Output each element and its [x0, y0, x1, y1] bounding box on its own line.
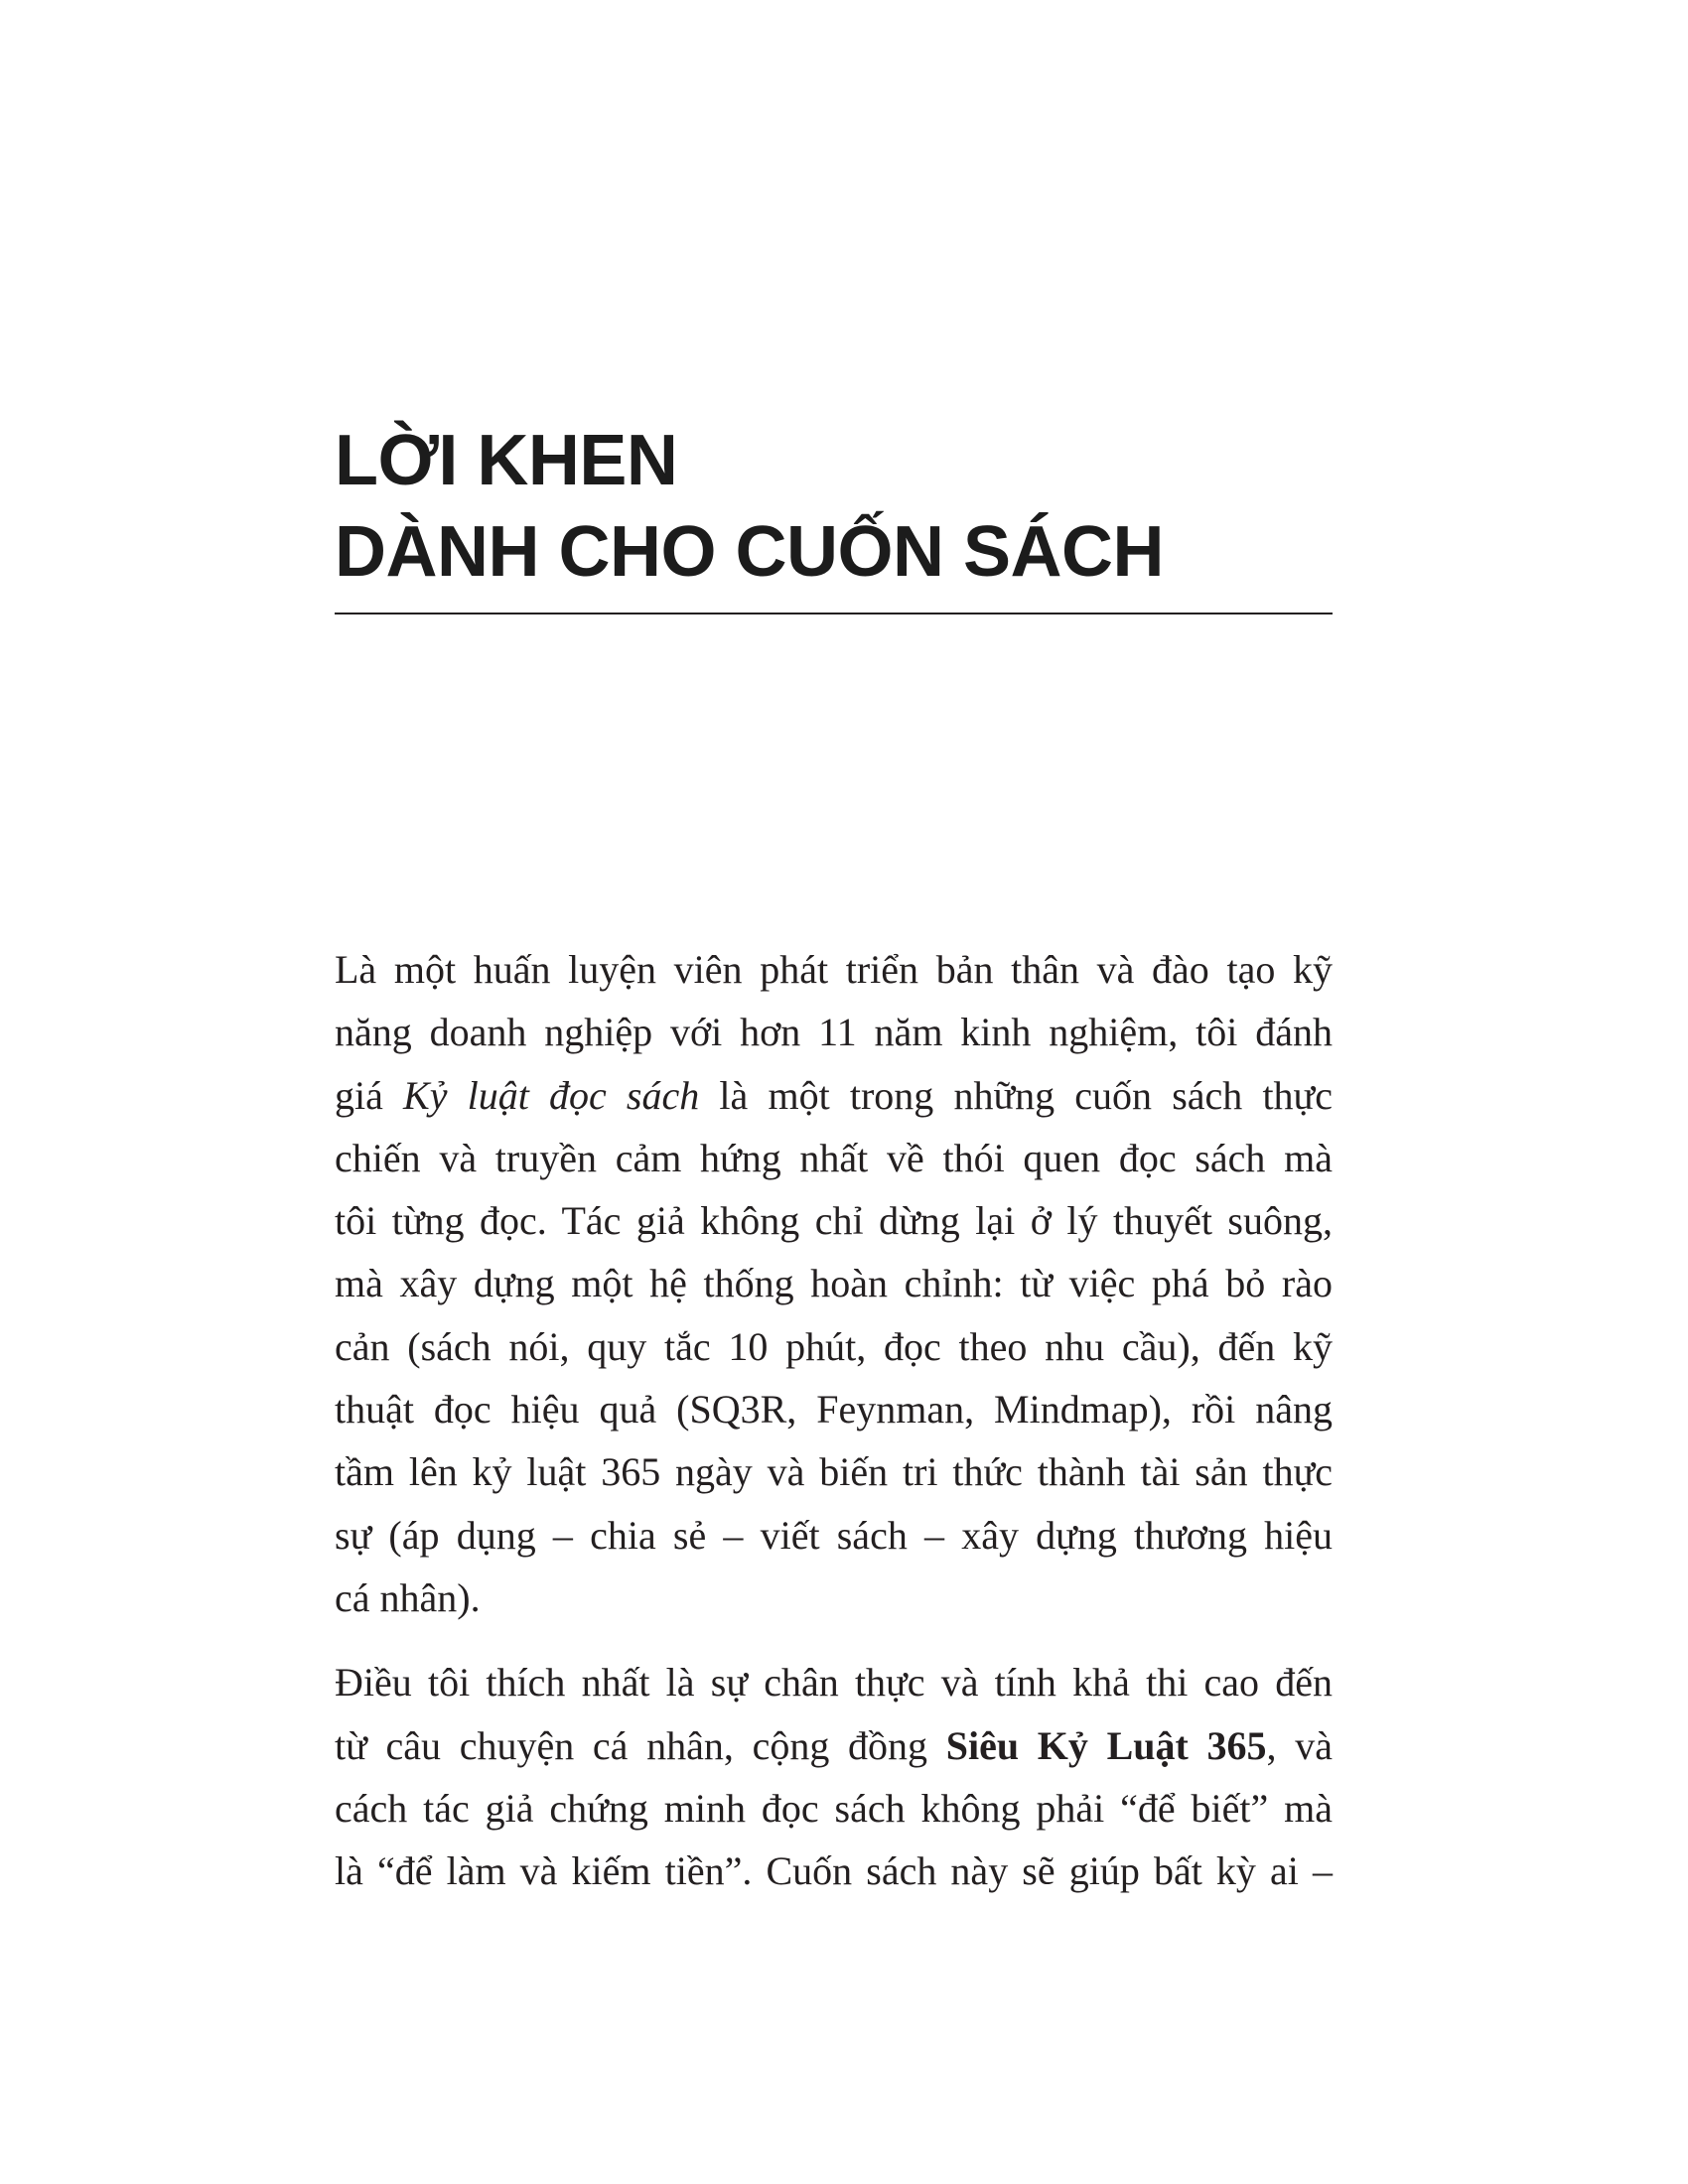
- text-segment: là một trong những cuốn sách thực: [699, 1072, 1333, 1118]
- text-line: [335, 1064, 1333, 1127]
- text-segment: từ câu chuyện cá nhân, cộng đồng: [335, 1722, 946, 1768]
- text-line: năng doanh nghiệp với hơn 11 năm kinh nghiệm, tôi đánh: [335, 1010, 1333, 1055]
- text-line: tầm lên kỷ luật 365 ngày và biến tri thức thành tài sản thực: [335, 1449, 1333, 1495]
- paragraph-2: [335, 1651, 1333, 1902]
- text-line: cản (sách nói, quy tắc 10 phút, đọc theo nhu cầu), đến kỹ: [335, 1323, 1333, 1369]
- text-line: [335, 1714, 1333, 1777]
- text-line: sự (áp dụng – chia sẻ – viết sách – xây dựng thương hiệu: [335, 1512, 1333, 1558]
- text-line: tôi từng đọc. Tác giả không chỉ dừng lại ở lý thuyết suông,: [335, 1198, 1333, 1244]
- text-segment: , và: [1266, 1722, 1333, 1768]
- text-line: mà xây dựng một hệ thống hoàn chỉnh: từ việc phá bỏ rào: [335, 1261, 1333, 1306]
- page-title: [335, 415, 1333, 598]
- text-line: cách tác giả chứng minh đọc sách không phải “để biết” mà: [335, 1785, 1333, 1831]
- text-line: chiến và truyền cảm hứng nhất về thói quen đọc sách mà: [335, 1135, 1333, 1180]
- paragraph-1: [335, 938, 1333, 1629]
- text-line: là “để làm và kiếm tiền”. Cuốn sách này sẽ giúp bất kỳ ai –: [335, 1848, 1333, 1894]
- page-title-line-1: LỜI KHEN: [335, 421, 678, 500]
- body-text: [335, 938, 1333, 1902]
- text-line: thuật đọc hiệu quả (SQ3R, Feynman, Mindmap), rồi nâng: [335, 1387, 1333, 1433]
- page-title-line-2: DÀNH CHO CUỐN SÁCH: [335, 512, 1164, 592]
- text-segment: giá: [335, 1072, 404, 1118]
- book-title: Kỷ luật đọc sách: [403, 1072, 700, 1118]
- heading-divider: [335, 613, 1333, 614]
- community-name: Siêu Kỷ Luật 365: [945, 1722, 1267, 1768]
- text-line: Là một huấn luyện viên phát triển bản thân và đào tạo kỹ: [335, 947, 1333, 992]
- text-line: cá nhân).: [335, 1574, 481, 1620]
- text-line: Điều tôi thích nhất là sự chân thực và tính khả thi cao đến: [335, 1660, 1333, 1706]
